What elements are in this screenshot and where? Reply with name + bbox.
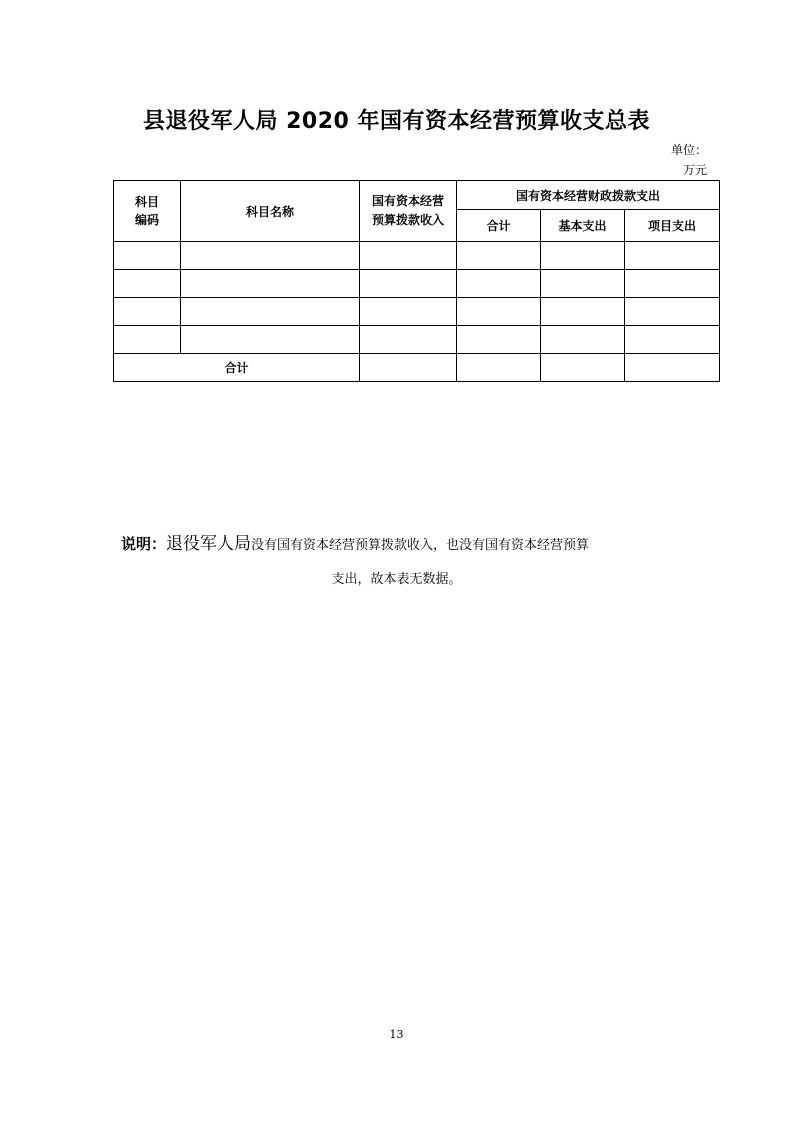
cell-name <box>181 242 360 270</box>
cell-code <box>114 298 181 326</box>
unit-label-line2: 万元 <box>682 163 707 177</box>
cell-income <box>360 242 457 270</box>
cell-name <box>181 298 360 326</box>
cell-project <box>625 298 720 326</box>
cell-project <box>625 270 720 298</box>
note-org: 退役军人局 <box>166 534 252 554</box>
cell-code <box>114 242 181 270</box>
cell-total <box>457 326 541 354</box>
cell-income <box>360 298 457 326</box>
note-text-line2: 支出，故本表无数据。 <box>331 572 462 587</box>
cell-total <box>457 242 541 270</box>
total-income <box>360 354 457 382</box>
header-code: 科目编码 <box>114 181 181 242</box>
unit-label <box>647 140 707 180</box>
table-row <box>114 270 720 298</box>
page-number: 13 <box>389 1028 404 1041</box>
unit-label-line1: 单位： <box>670 143 707 157</box>
page-title: 县退役军人局 2020 年国有资本经营预算收支总表 <box>142 109 651 134</box>
cell-income <box>360 270 457 298</box>
cell-total <box>457 298 541 326</box>
table-header-row <box>114 181 720 210</box>
total-project <box>625 354 720 382</box>
note-paragraph <box>121 529 589 554</box>
cell-code <box>114 326 181 354</box>
header-income: 国有资本经营预算拨款收入 <box>360 181 457 242</box>
cell-basic <box>541 298 625 326</box>
cell-name <box>181 270 360 298</box>
table-total-row <box>114 354 720 382</box>
total-label: 合计 <box>114 354 360 382</box>
header-name: 科目名称 <box>181 181 360 242</box>
cell-basic <box>541 326 625 354</box>
cell-total <box>457 270 541 298</box>
header-project: 项目支出 <box>625 210 720 242</box>
cell-project <box>625 326 720 354</box>
cell-income <box>360 326 457 354</box>
table-row <box>114 242 720 270</box>
cell-basic <box>541 242 625 270</box>
cell-name <box>181 326 360 354</box>
header-basic: 基本支出 <box>541 210 625 242</box>
cell-code <box>114 270 181 298</box>
total-total <box>457 354 541 382</box>
cell-project <box>625 242 720 270</box>
table-row <box>114 298 720 326</box>
header-expense-group: 国有资本经营财政拨款支出 <box>457 181 720 210</box>
budget-table <box>113 180 720 382</box>
header-total: 合计 <box>457 210 541 242</box>
total-basic <box>541 354 625 382</box>
note-text-line1: 没有国有资本经营预算拨款收入，也没有国有资本经营预算 <box>251 538 590 553</box>
cell-basic <box>541 270 625 298</box>
note-lead: 说明： <box>121 535 167 553</box>
table-row <box>114 326 720 354</box>
